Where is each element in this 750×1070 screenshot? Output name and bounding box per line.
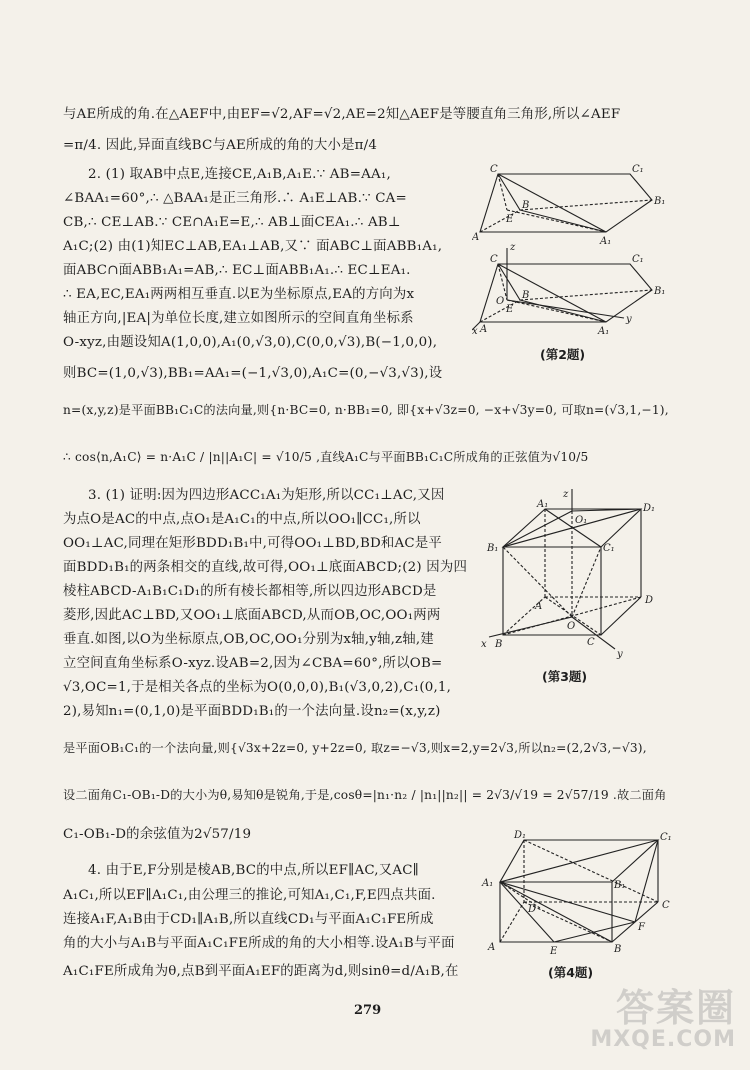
fig4-label: D bbox=[528, 904, 537, 915]
text-line-20: 垂直.如图,以O为坐标原点,OB,OC,OO₁分别为x轴,y轴,z轴,建 bbox=[63, 632, 434, 647]
fig3-label: B₁ bbox=[487, 543, 499, 554]
figure-2-diagram bbox=[472, 160, 672, 335]
text-line-5: CB,∴ CE⊥AB.∵ CE∩A₁E=E,∴ AB⊥面CEA₁.∴ AB⊥ bbox=[63, 215, 401, 230]
fig2-label: B₁ bbox=[654, 286, 666, 297]
fig3-label: D₁ bbox=[643, 503, 656, 514]
fig3-label: C₁ bbox=[603, 543, 615, 554]
fig3-label: A₁ bbox=[537, 499, 549, 510]
fig2-label: C₁ bbox=[632, 164, 644, 175]
fig2-label: B bbox=[522, 290, 530, 301]
fig2-label: A₁ bbox=[600, 236, 612, 247]
fig3-label: x bbox=[481, 639, 487, 650]
fig2-label: z bbox=[510, 242, 516, 253]
fig2-label: x bbox=[472, 326, 478, 335]
fig4-label: C₁ bbox=[660, 832, 672, 843]
figure-2-caption: (第2题) bbox=[540, 347, 586, 362]
text-line-17: 面BDD₁B₁的两条相交的直线,故可得,OO₁⊥底面ABCD;(2) 因为四 bbox=[63, 560, 468, 575]
fig4-label: A₁ bbox=[482, 878, 494, 889]
fig3-label: y bbox=[617, 649, 623, 660]
fig4-label: D₁ bbox=[514, 830, 527, 841]
text-line-3: 2. (1) 取AB中点E,连接CE,A₁B,A₁E.∵ AB=AA₁, bbox=[88, 167, 391, 182]
fig3-label: C bbox=[587, 637, 595, 648]
fig2-label: B bbox=[522, 200, 530, 211]
fig3-label: D bbox=[645, 595, 654, 606]
figure-4-caption: (第4题) bbox=[548, 965, 594, 980]
text-line-11: 则BC=(1,0,√3),BB₁=AA₁=(−1,√3,0),A₁C=(0,−√3,√3),设 bbox=[63, 366, 443, 381]
fig2-label: C bbox=[490, 254, 498, 265]
page-number: 279 bbox=[354, 1003, 382, 1018]
text-line-29: 连接A₁F,A₁B由于CD₁∥A₁B,所以直线CD₁与平面A₁C₁FE所成 bbox=[63, 912, 434, 927]
fig2-label: y bbox=[626, 314, 632, 325]
text-line-2: =π/4. 因此,异面直线BC与AE所成的角的大小是π/4 bbox=[63, 138, 378, 153]
fig2-label: A bbox=[472, 232, 480, 243]
text-line-23: 2),易知n₁=(0,1,0)是平面BDD₁B₁的一个法向量.设n₂=(x,y,z) bbox=[63, 704, 441, 719]
text-line-18: 棱柱ABCD-A₁B₁C₁D₁的所有棱长都相等,所以四边形ABCD是 bbox=[63, 584, 437, 599]
watermark-line-2: MXQE.COM bbox=[590, 1027, 736, 1052]
fig2-label: C bbox=[490, 164, 498, 175]
text-line-21: 立空间直角坐标系O-xyz.设AB=2,因为∠CBA=60°,所以OB= bbox=[63, 656, 443, 671]
figure-3-caption: (第3题) bbox=[542, 669, 588, 684]
text-line-6: A₁C;(2) 由(1)知EC⊥AB,EA₁⊥AB,又∵ 面ABC⊥面ABB₁A₁, bbox=[63, 239, 443, 254]
fig4-label: E bbox=[550, 946, 558, 957]
fig4-label: B₁ bbox=[614, 880, 626, 891]
text-line-24: 是平面OB₁C₁的一个法向量,则{√3x+2z=0, y+2z=0, 取z=−√3,则x=2,y=2√3,所以n₂=(2,2√3,−√3), bbox=[63, 741, 647, 755]
fig3-label: A bbox=[535, 601, 543, 612]
fig3-label: z bbox=[563, 489, 569, 500]
text-line-4: ∠BAA₁=60°,∴ △BAA₁是正三角形.∴ A₁E⊥AB.∵ CA= bbox=[63, 191, 407, 206]
text-line-27: 4. 由于E,F分别是棱AB,BC的中点,所以EF∥AC,又AC∥ bbox=[88, 863, 420, 878]
fig4-label: B bbox=[614, 944, 622, 955]
text-line-14: 3. (1) 证明:因为四边形ACC₁A₁为矩形,所以CC₁⊥AC,又因 bbox=[88, 488, 445, 503]
fig2-label: E bbox=[506, 304, 514, 315]
fig2-label: B₁ bbox=[654, 196, 666, 207]
text-line-7: 面ABC∩面ABB₁A₁=AB,∴ EC⊥面ABB₁A₁.∴ EC⊥EA₁. bbox=[63, 263, 411, 278]
text-line-10: O-xyz,由题设知A(1,0,0),A₁(0,√3,0),C(0,0,√3),B(−1,0,0), bbox=[63, 335, 438, 350]
text-line-30: 角的大小与A₁B与平面A₁C₁FE所成的角的大小相等.设A₁B与平面 bbox=[63, 936, 455, 951]
fig2-label: A bbox=[480, 324, 488, 335]
text-line-1: 与AE所成的角.在△AEF中,由EF=√2,AF=√2,AE=2知△AEF是等腰直角三角形,所以∠AEF bbox=[63, 107, 621, 122]
watermark bbox=[590, 988, 736, 1052]
fig4-label: C bbox=[662, 900, 670, 911]
fig4-label: A bbox=[488, 942, 496, 953]
text-line-16: OO₁⊥AC,同理在矩形BDD₁B₁中,可得OO₁⊥BD,BD和AC是平 bbox=[63, 536, 443, 551]
fig3-label: O₁ bbox=[575, 515, 588, 526]
text-line-28: A₁C₁,所以EF∥A₁C₁,由公理三的推论,可知A₁,C₁,F,E四点共面. bbox=[63, 888, 436, 903]
fig3-label: O bbox=[567, 621, 576, 632]
watermark-line-1: 答案圈 bbox=[615, 986, 736, 1030]
fig3-label: B bbox=[495, 639, 503, 650]
text-line-15: 为点O是AC的中点,点O₁是A₁C₁的中点,所以OO₁∥CC₁,所以 bbox=[63, 512, 421, 527]
text-line-9: 轴正方向,|EA|为单位长度,建立如图所示的空间直角坐标系 bbox=[63, 311, 414, 326]
figure-4-diagram bbox=[478, 830, 678, 960]
text-line-25: 设二面角C₁-OB₁-D的大小为θ,易知θ是锐角,于是,cosθ=|n₁·n₂ / |n₁||n₂|| = 2√3/√19 = 2√57/19 .故二面角 bbox=[63, 788, 667, 802]
text-line-19: 菱形,因此AC⊥BD,又OO₁⊥底面ABCD,从而OB,OC,OO₁两两 bbox=[63, 608, 441, 623]
fig2-label: A₁ bbox=[598, 326, 610, 335]
text-line-13: ∴ cos⟨n,A₁C⟩ = n·A₁C / |n||A₁C| = √10/5 ,直线A₁C与平面BB₁C₁C所成角的正弦值为√10/5 bbox=[63, 450, 589, 464]
text-line-26: C₁-OB₁-D的余弦值为2√57/19 bbox=[63, 827, 252, 842]
fig4-label: F bbox=[638, 922, 645, 933]
text-line-31: A₁C₁FE所成角为θ,点B到平面A₁EF的距离为d,则sinθ=d/A₁B,在 bbox=[63, 964, 459, 979]
text-line-8: ∴ EA,EC,EA₁两两相互垂直.以E为坐标原点,EA的方向为x bbox=[63, 287, 415, 302]
fig2-label: O bbox=[496, 296, 505, 307]
text-line-12: n=(x,y,z)是平面BB₁C₁C的法向量,则{n·BC=0, n·BB₁=0, 即{x+√3z=0, −x+√3y=0, 可取n=(√3,1,−1), bbox=[63, 403, 669, 417]
fig2-label: C₁ bbox=[632, 254, 644, 265]
fig2-label: E bbox=[506, 214, 514, 225]
figure-3-diagram bbox=[475, 487, 675, 662]
text-line-22: √3,OC=1,于是相关各点的坐标为O(0,0,0),B₁(√3,0,2),C₁(0,1, bbox=[63, 680, 452, 695]
